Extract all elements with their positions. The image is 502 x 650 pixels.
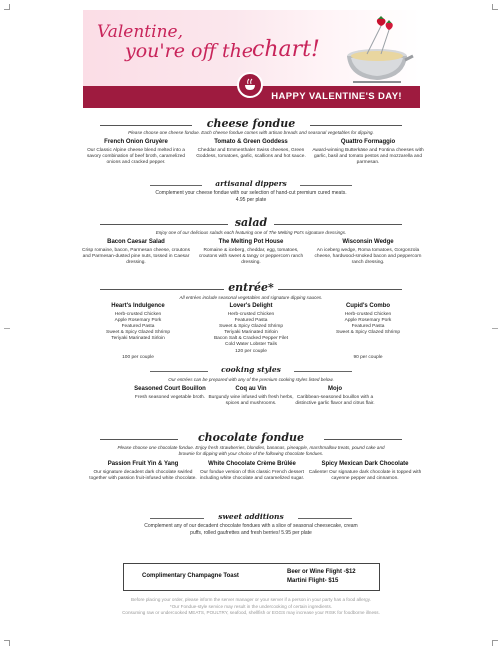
divider-line xyxy=(278,289,402,290)
item-description: Crisp romaine, bacon, Parmesan cheese, croutons and Parmesan-dusted pine nuts, tossed in Caesar dressing. xyxy=(82,247,190,265)
item-description: Caliente! Our signature dark chocolate is topped with cayenne pepper and cinnamon. xyxy=(308,469,422,481)
drink-flights xyxy=(287,568,356,586)
item-description: An iceberg wedge, Roma tomatoes, Gorgonzola cheese, hardwood-smoked bacon and peppercorn ranch dressing. xyxy=(314,247,422,265)
entree-intro: All entrées include seasonal vegetables and signature dipping sauces. xyxy=(179,295,323,300)
item-description: Award-winning Butterkäse and Fontina cheeses with garlic, basil and tomato pestos and mozzarella and parmesan. xyxy=(312,147,424,165)
item-name: Coq au Vin xyxy=(235,386,267,392)
disclaimer-line: *Our Fondue-style service may result in the undercooking of certain ingredients. xyxy=(169,603,333,609)
item-description: Caribbean-seasoned bouillon with a distinctive garlic flavor and citrus flair. xyxy=(295,394,375,406)
item-name: Wisconsin Wedge xyxy=(342,239,394,245)
divider-line xyxy=(310,125,402,126)
menu-item xyxy=(196,139,306,160)
crop-mark xyxy=(492,640,498,646)
disclaimer-line: Consuming raw or undercooked MEATS, POULTRY, seafood, shellfish or EGGS may increase your RISK for foodborne illness. xyxy=(122,610,380,616)
item-component: Teriyaki Marinated Sirloin xyxy=(224,329,278,335)
salad-section-title: salad xyxy=(234,216,268,229)
menu-item xyxy=(206,386,296,407)
item-description: Our fondue version of this classic French dessert including white chocolate and caramelized sugar. xyxy=(199,469,305,481)
divider-line xyxy=(300,185,352,186)
disclaimer-line: Before placing your order, please inform the server manager or your server if a person in your party has a food allergy. xyxy=(131,597,371,602)
item-component: Herb-crusted Chicken xyxy=(227,311,275,317)
menu-item xyxy=(80,239,192,266)
item-component: Bacon Salt & Cracked Pepper Filet xyxy=(213,335,289,341)
divider-line xyxy=(298,518,352,519)
item-component: Sweet & Spicy Glazed Shrimp xyxy=(336,329,400,335)
header-title-line2: you're off the xyxy=(125,40,254,62)
chocolate-section-heading xyxy=(100,432,402,446)
item-component: Herb-crusted Chicken xyxy=(114,311,162,317)
item-component: Cold Water Lobster Tails xyxy=(225,341,277,347)
item-name: Mojo xyxy=(328,386,342,392)
item-price: 90 per couple xyxy=(353,354,383,360)
item-name: Passion Fruit Yin & Yang xyxy=(107,461,179,467)
menu-item xyxy=(307,461,423,482)
item-price: 100 per couple xyxy=(122,354,154,360)
menu-item xyxy=(311,303,425,360)
divider-line xyxy=(274,224,402,225)
item-description: Cheddar and Emmenthaler Swiss cheeses, Green Goddess, tomatoes, garlic, scallions and hot sauce. xyxy=(196,147,306,159)
item-components xyxy=(311,312,425,336)
fondue-pot-icon xyxy=(337,16,415,86)
fondue-logo xyxy=(237,72,263,98)
item-name: Cupid's Combo xyxy=(345,303,391,309)
item-name: Spicy Mexican Dark Chocolate xyxy=(321,461,409,467)
sweet-additions-title: sweet additions xyxy=(218,512,284,521)
cooking-styles-title: cooking styles xyxy=(221,365,281,374)
crop-mark xyxy=(4,4,10,10)
item-component: Apple Rosemary Pork xyxy=(344,317,392,323)
item-name: Heart's Indulgence xyxy=(111,303,165,309)
menu-item xyxy=(196,239,306,266)
item-component: Featured Pasta xyxy=(351,323,385,329)
sweet-additions-heading xyxy=(150,513,352,523)
sweet-additions-description: Complement any of our decadent chocolate fondues with a slice of seasonal cheesecake, cream puffs, rolled gaufrettes and fresh berries! 5.95 per plate xyxy=(144,523,358,536)
item-component: Apple Rosemary Pork xyxy=(114,317,162,323)
salad-section-heading xyxy=(100,217,402,231)
champagne-toast: Complimentary Champagne Toast xyxy=(142,573,239,579)
item-component: Teriyaki Marinated Sirloin xyxy=(111,335,165,341)
crop-mark xyxy=(492,4,498,10)
item-description: Romaine & iceberg, cheddar, egg, tomatoes, croutons with sweet & tangy or peppercorn ranch dressing. xyxy=(198,247,304,265)
salad-intro: Enjoy one of our delicious salads each featuring one of The Melting Pot's signature dressings. xyxy=(155,230,347,235)
entree-section-title: entrée* xyxy=(228,281,274,294)
beer-wine-flight: Beer or Wine Flight -$12 xyxy=(287,569,356,575)
item-components xyxy=(85,312,191,342)
menu-item xyxy=(85,303,191,360)
dippers-description: Complement your cheese fondue with our selection of hand-cut premium cured meats. 4.95 per plate xyxy=(155,190,347,203)
chocolate-section-title: chocolate fondue xyxy=(197,431,305,444)
menu-item xyxy=(80,139,192,166)
menu-item xyxy=(88,461,198,482)
header-title-line3: chart! xyxy=(252,37,320,62)
menu-item xyxy=(309,139,427,166)
banner-greeting: HAPPY VALENTINE'S DAY! xyxy=(271,91,402,102)
item-description: Fresh seasoned vegetable broth. xyxy=(134,394,206,400)
item-name: White Chocolate Crème Brûlée xyxy=(208,461,296,467)
crop-mark xyxy=(492,328,498,329)
martini-flight: Martini Flight- $15 xyxy=(287,578,339,584)
item-name: Bacon Caesar Salad xyxy=(107,239,165,245)
menu-item xyxy=(309,239,427,266)
item-name: Seasoned Court Bouillon xyxy=(134,386,206,392)
menu-item xyxy=(196,461,308,482)
cheese-intro: Please choose one cheese fondue. Each cheese fondue comes with artisan breads and seasonal vegetables for dipping. xyxy=(128,130,374,135)
menu-item xyxy=(290,386,380,407)
entree-section-heading xyxy=(100,282,402,296)
item-name: Lover's Delight xyxy=(229,303,273,309)
header-title-line1: Valentine, xyxy=(97,22,183,42)
item-components xyxy=(194,312,308,348)
item-name: Tomato & Green Goddess xyxy=(214,139,288,145)
item-component: Sweet & Spicy Glazed Shrimp xyxy=(219,323,283,329)
cooking-intro: Our entrées can be prepared with any of the premium cooking styles listed below. xyxy=(168,377,334,382)
divider-line xyxy=(324,439,402,440)
allergy-disclaimer xyxy=(70,597,432,617)
item-name: Quattro Formaggio xyxy=(340,139,396,145)
item-component: Sweet & Spicy Glazed Shrimp xyxy=(106,329,170,335)
item-name: The Melting Pot House xyxy=(218,239,284,245)
item-component: Featured Pasta xyxy=(121,323,155,329)
item-description: Our signature decadent dark chocolate swirled together with passion fruit-infused white chocolate. xyxy=(89,469,197,481)
fondue-logo-icon xyxy=(243,78,257,92)
chocolate-intro: Please choose one chocolate fondue. Enjoy fresh strawberries, blondies, bananas, pineapple, marshmallow treats, pound cake and brownie for dipping with your choice of the following chocolate fondues. xyxy=(117,445,385,456)
item-component: Featured Pasta xyxy=(234,317,268,323)
item-description: Burgundy wine infused with fresh herbs, spices and mushrooms. xyxy=(208,394,294,406)
cooking-styles-heading xyxy=(150,366,352,376)
divider-line xyxy=(294,371,352,372)
menu-item xyxy=(125,386,215,401)
crop-mark xyxy=(4,640,10,646)
item-price: 120 per couple xyxy=(235,349,267,355)
drinks-box xyxy=(123,563,380,591)
item-description: Our Classic Alpine cheese blend melted into a savory combination of beef broth, caramelized onions and cracked pepper. xyxy=(86,147,186,165)
cheese-section-title: cheese fondue xyxy=(206,117,296,130)
item-name: French Onion Gruyère xyxy=(104,139,168,145)
dippers-title: artisanal dippers xyxy=(215,179,287,188)
crop-mark xyxy=(4,328,10,329)
dippers-heading xyxy=(150,180,352,190)
item-component: Herb-crusted Chicken xyxy=(344,311,392,317)
menu-header xyxy=(83,10,420,110)
menu-item xyxy=(194,303,308,354)
